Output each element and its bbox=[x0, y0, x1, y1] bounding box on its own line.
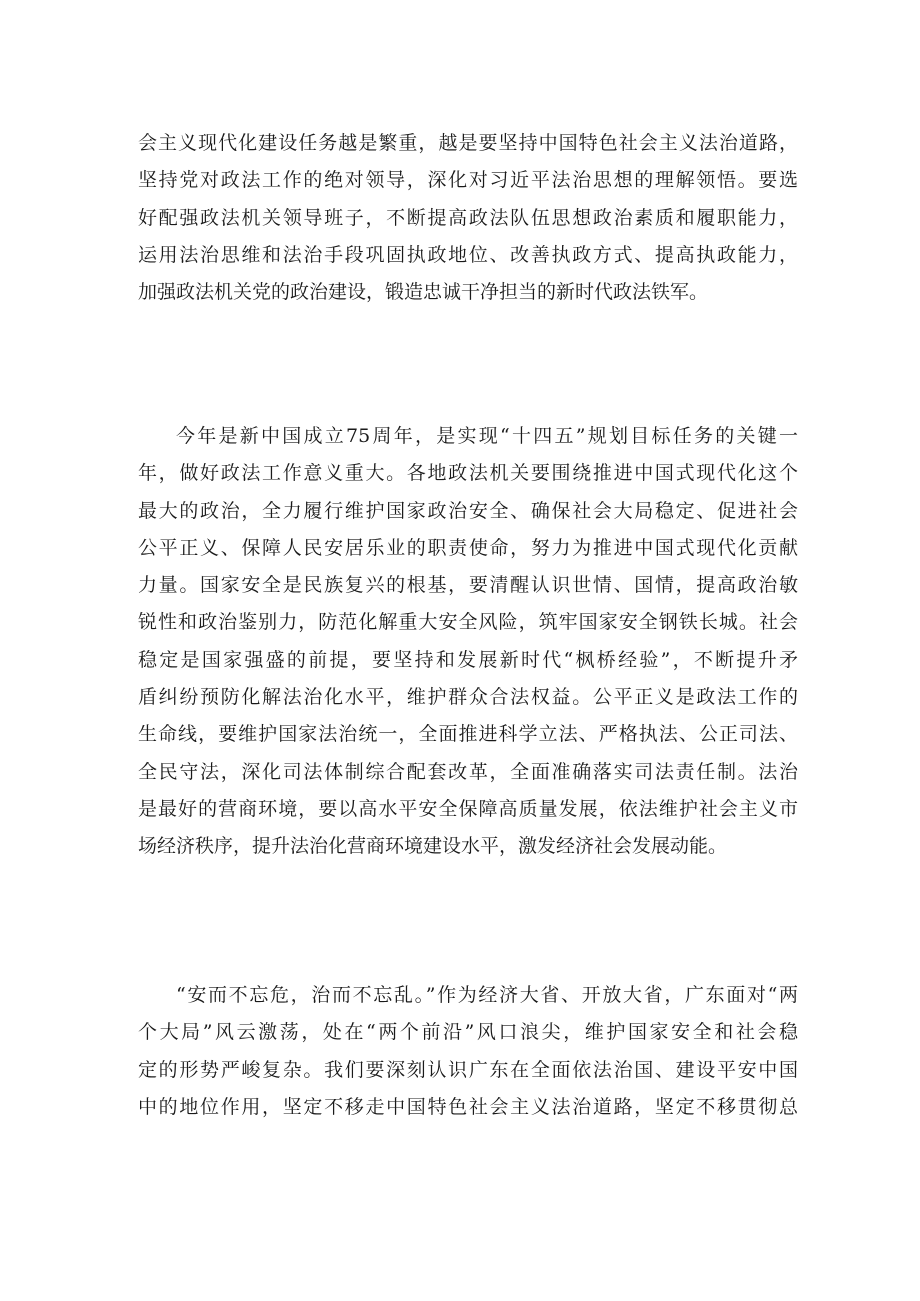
text-line: 今年是新中国成立75周年，是实现“十四五”规划目标任务的关键一 bbox=[176, 425, 798, 447]
text-line: 定的形势严峻复杂。我们要深刻认识广东在全面依法治国、建设平安中国 bbox=[138, 1058, 798, 1081]
text-line: 稳定是国家强盛的前提，要坚持和发展新时代“枫桥经验”，不断提升矛 bbox=[138, 648, 798, 671]
text-line: 加强政法机关党的政治建设，锻造忠诚干净担当的新时代政法铁军。 bbox=[138, 281, 709, 304]
text-line: 最大的政治，全力履行维护国家政治安全、确保社会大局稳定、促进社会 bbox=[138, 499, 798, 522]
paragraph-2 bbox=[138, 418, 798, 866]
text-line: 好配强政法机关领导班子，不断提高政法队伍思想政治素质和履职能力， bbox=[138, 206, 798, 229]
paragraph-1 bbox=[138, 125, 798, 311]
text-line: 中的地位作用，坚定不移走中国特色社会主义法治道路，坚定不移贯彻总 bbox=[138, 1095, 798, 1118]
text-line: 生命线，要维护国家法治统一，全面推进科学立法、严格执法、公正司法、 bbox=[138, 723, 798, 746]
text-line: 公平正义、保障人民安居乐业的职责使命，努力为推进中国式现代化贡献 bbox=[138, 536, 798, 559]
text-line: 全民守法，深化司法体制综合配套改革，全面准确落实司法责任制。法治 bbox=[138, 760, 798, 783]
text-line: 力量。国家安全是民族复兴的根基，要清醒认识世情、国情，提高政治敏 bbox=[138, 574, 798, 597]
text-line: 年，做好政法工作意义重大。各地政法机关要围绕推进中国式现代化这个 bbox=[138, 462, 798, 485]
text-line: 是最好的营商环境，要以高水平安全保障高质量发展，依法维护社会主义市 bbox=[138, 797, 798, 820]
text-line: 锐性和政治鉴别力，防范化解重大安全风险，筑牢国家安全钢铁长城。社会 bbox=[138, 611, 798, 634]
paragraph-3 bbox=[138, 977, 798, 1126]
text-line: 运用法治思维和法治手段巩固执政地位、改善执政方式、提高执政能力， bbox=[138, 243, 798, 266]
text-line: 个大局”风云激荡，处在“两个前沿”风口浪尖，维护国家安全和社会稳 bbox=[138, 1021, 798, 1044]
text-line: 场经济秩序，提升法治化营商环境建设水平，激发经济社会发展动能。 bbox=[138, 835, 728, 858]
text-line: 会主义现代化建设任务越是繁重，越是要坚持中国特色社会主义法治道路， bbox=[138, 132, 798, 154]
text-line: 坚持党对政法工作的绝对领导，深化对习近平法治思想的理解领悟。要选 bbox=[138, 169, 798, 192]
text-line: 盾纠纷预防化解法治化水平，维护群众合法权益。公平正义是政法工作的 bbox=[138, 686, 798, 709]
text-line: “安而不忘危，治而不忘乱。”作为经济大省、开放大省，广东面对“两 bbox=[176, 984, 798, 1006]
